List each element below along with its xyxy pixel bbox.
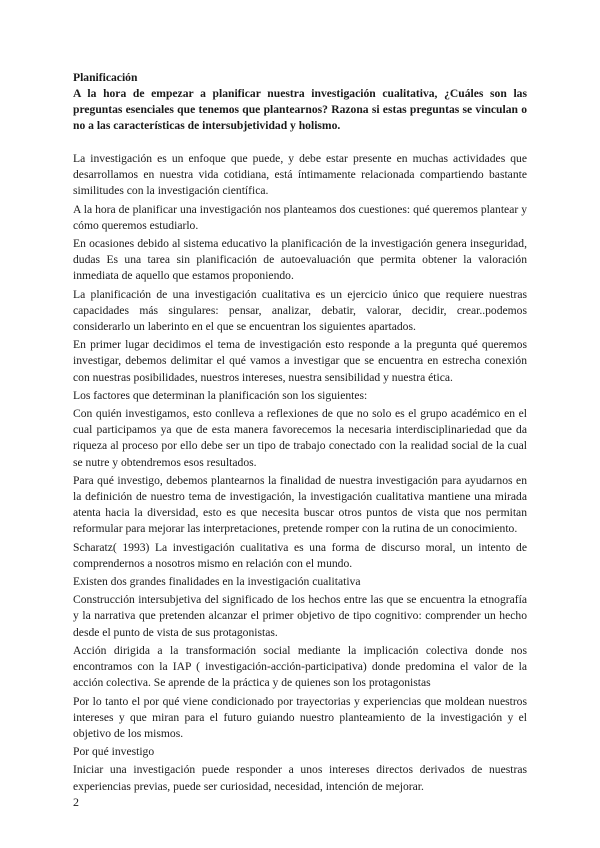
paragraph-6: Los factores que determinan la planificación son los siguientes: bbox=[73, 388, 368, 402]
paragraph-12: Acción dirigida a la transformación social mediante la implicación colectiva donde nos encontramos con la IAP ( investigación-acción-participativa) donde predomina el valor de la acción colectiva. Se aprende de la práctica y de quienes son los protagonistas bbox=[73, 643, 527, 690]
section-heading: Planificación bbox=[73, 71, 138, 84]
paragraph-7: Con quién investigamos, esto conlleva a reflexiones de que no solo es el grupo académico en el cual participamos ya que de esta manera favorecemos la necesaria interdisciplinariedad que da riqueza al proceso por ello debe ser un tipo de trabajo conectado con la realidad social de la cual se nutre y obtendremos esos resultados. bbox=[73, 407, 527, 469]
assignment-question: A la hora de empezar a planificar nuestra investigación cualitativa, ¿Cuáles son las preguntas esenciales que tenemos que plantearnos? Razona si estas preguntas se vinculan o no a las características de intersubjetividad y holismo. bbox=[73, 87, 527, 132]
paragraph-13: Por lo tanto el por qué viene condicionado por trayectorias y experiencias que moldean nuestros intereses y que miran para el futuro guiando nuestro planteamiento de la investigación y el objetivo de los mismos. bbox=[73, 694, 527, 740]
paragraph-8: Para qué investigo, debemos plantearnos la finalidad de nuestra investigación para ayudarnos en la definición de nuestro tema de investigación, la investigación cualitativa mantiene una mirada atenta hacia la diversidad, esto es que necesita buscar otros puntos de vista que nos permitan reformular para mejorar las interpretaciones, pretende romper con la rutina de un conocimiento. bbox=[73, 473, 527, 536]
paragraph-5: En primer lugar decidimos el tema de investigación esto responde a la pregunta qué queremos investigar, debemos delimitar el qué vamos a investigar que se encuentra en estrecha conexión con nuestras posibilidades, nuestros intereses, nuestra sensibilidad y nuestra ética. bbox=[73, 338, 527, 384]
page-number: 2 bbox=[73, 795, 79, 809]
paragraph-1: La investigación es un enfoque que puede, y debe estar presente en muchas actividades que desarrollamos en nuestra vida cotidiana, está íntimamente relacionada compartiendo bastante similitudes con la investigación científica. bbox=[73, 152, 527, 198]
paragraph-9: Scharatz( 1993) La investigación cualitativa es una forma de discurso moral, un intento de comprendernos a nosotros mismo en relación con el mundo. bbox=[73, 540, 527, 570]
paragraph-15: Iniciar una investigación puede responder a unos intereses directos derivados de nuestras experiencias previas, puede ser curiosidad, necesidad, intención de mejorar. bbox=[73, 763, 527, 793]
paragraph-10: Existen dos grandes finalidades en la investigación cualitativa bbox=[73, 575, 361, 589]
paragraph-2: A la hora de planificar una investigación nos planteamos dos cuestiones: qué queremos plantear y cómo queremos estudiarlo. bbox=[73, 202, 527, 232]
paragraph-14: Por qué investigo bbox=[73, 745, 155, 759]
document-page bbox=[73, 70, 527, 797]
paragraph-11: Construcción intersubjetiva del significado de los hechos entre las que se encuentra la etnografía y la narrativa que pretenden alcanzar el primer objetivo de tipo cognitivo: comprender un hecho desde el punto de vista de sus protagonistas. bbox=[73, 593, 527, 639]
paragraph-4: La planificación de una investigación cualitativa es un ejercicio único que requiere nuestras capacidades más singulares: pensar, analizar, debatir, valorar, decidir, crear..podemos considerarlo un laberinto en el que se encuentran los siguientes apartados. bbox=[73, 287, 527, 334]
paragraph-3: En ocasiones debido al sistema educativo la planificación de la investigación genera inseguridad, dudas Es una tarea sin planificación de autoevaluación que permita obtener la valoración inmediata de aquello que estamos proponiendo. bbox=[73, 237, 527, 283]
